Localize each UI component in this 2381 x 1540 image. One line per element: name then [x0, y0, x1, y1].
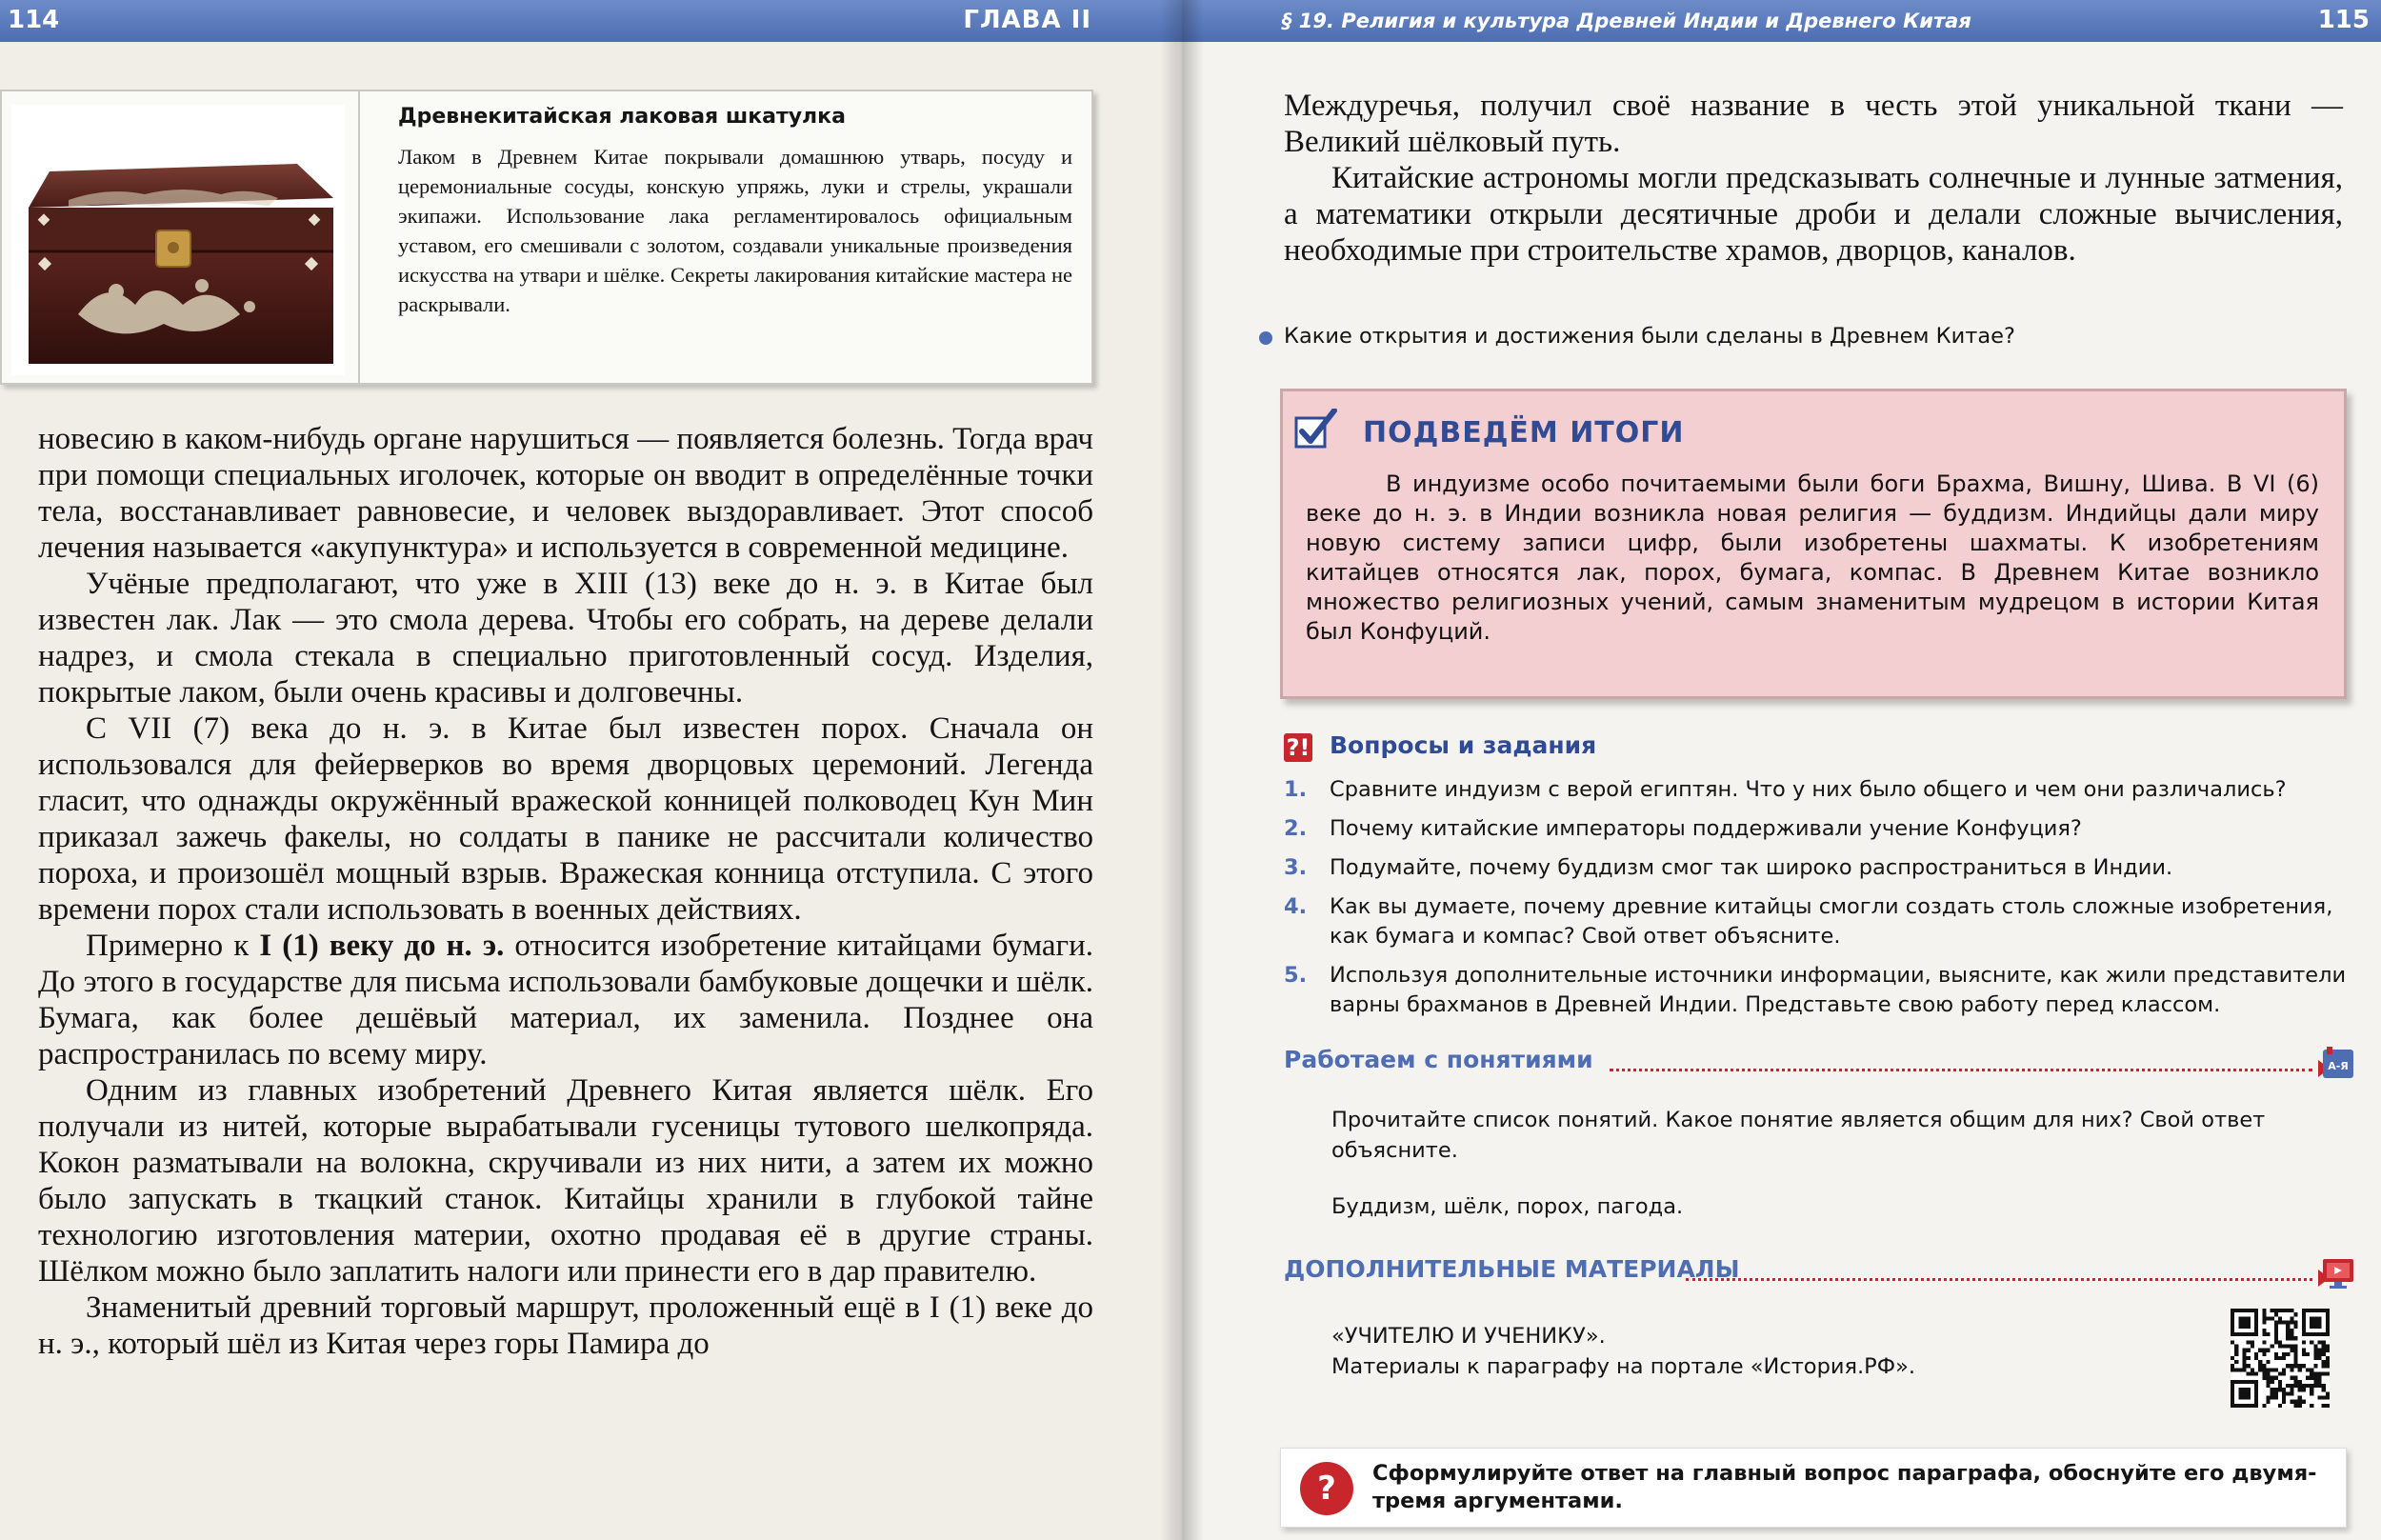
paragraph-rest: относится изобретение китайцами бумаги. До этого в государстве для письма использовали бамбуковые дощечки и шёлк. Бумага, как более дешёвый материал, их заменила. Позднее она распространилась по всему миру.	[38, 929, 1093, 1071]
main-question-text: Сформулируйте ответ на главный вопрос параграфа, обоснуйте его двумя-тремя аргументами.	[1372, 1461, 2317, 1513]
dotted-leader	[1686, 1278, 2312, 1281]
question-mark-icon: ?	[1300, 1462, 1353, 1515]
paragraph: Знаменитый древний торговый маршрут, проложенный ещё в I (1) веке до н. э., который шёл из Китая через горы Памира до	[38, 1290, 1093, 1361]
paragraph: С VII (7) века до н. э. в Китае был известен порох. Сначала он использовался для фейерверков во время дворцовых церемоний. Легенда гласит, что однажды окружённый вражеской конницей полководец Кун Мин приказал зажечь факелы, но солдаты в панике не рассчитали количество пороха, и произошёл мощный взрыв. Вражеская конница отступила. С этого времени порох стали использовать в военных действиях.	[38, 711, 1093, 927]
main-question-box	[1280, 1448, 2347, 1528]
review-question-text: Какие открытия и достижения были сделаны в Древнем Китае?	[1284, 324, 2015, 349]
right-body-text	[1284, 88, 2343, 269]
question-number: 2.	[1284, 816, 1308, 841]
right-page-number: 115	[2317, 6, 2370, 34]
dictionary-icon	[2321, 1046, 2355, 1080]
paragraph: Одним из главных изобретений Древнего Китая является шёлк. Его получали из нитей, которые вырабатывали гусеницы тутового шелкопряда. Кокон разматывали на волокна, скручивали из них нити, а затем их можно было запускать в ткацкий станок. Китайцы хранили в глубокой тайне технологию изготовления материи, охотно продавая её в другие страны. Шёлком можно было заплатить налоги или принести его в дар правителю.	[38, 1073, 1093, 1289]
paragraph: новесию в каком-нибудь органе нарушиться — появляется болезнь. Тогда врач при помощи специальных иголочек, которые он вводит в определённые точки тела, восстанавливает равновесие, и человек выздоравливает. Этот способ лечения называется «акупунктура» и используется в современной медицине.	[38, 422, 1093, 565]
paragraph	[38, 928, 1093, 1072]
figure-caption-text: Лаком в Древнем Китае покрывали домашнюю утварь, посуду и церемониальные сосуды, конскую упряжь, луки и стрелы, украшали экипажи. Использование лака регламентировалось официальным уставом, его смешивали с золотом, создавали уникальные произведения искусства на утвари и шёлке. Секреты лакирования китайские мастера не раскрывали.	[398, 145, 1072, 316]
left-page	[0, 0, 1177, 1540]
question-item	[1284, 853, 2360, 883]
concepts-header	[1284, 1046, 2355, 1084]
question-text: Как вы думаете, почему древние китайцы смогли создать столь сложные изобретения, как бумага и компас? Свой ответ объясните.	[1330, 894, 2333, 949]
question-number: 1.	[1284, 777, 1308, 802]
dictionary-icon-label: А-Я	[2328, 1060, 2349, 1072]
extra-materials-title: ДОПОЛНИТЕЛЬНЫЕ МАТЕРИАЛЫ	[1284, 1255, 1740, 1283]
date-highlight: I (1) веку до н. э.	[259, 929, 505, 963]
qr-code[interactable]	[2231, 1309, 2330, 1408]
concepts-words: Буддизм, шёлк, порох, пагода.	[1331, 1194, 1684, 1219]
review-question	[1284, 324, 2351, 349]
figure-box	[0, 90, 1093, 385]
section-title: § 19. Религия и культура Древней Индии и Древнего Китая	[1282, 10, 1971, 32]
extra-resource-title: «УЧИТЕЛЮ И УЧЕНИКУ».	[1331, 1324, 1606, 1349]
paragraph: Учёные предполагают, что уже в XIII (13) веке до н. э. в Китае был известен лак. Лак — это смола дерева. Чтобы его собрать, на дереве делали надрез, и смола стекала в специально приготовленный сосуд. Изделия, покрытые лаком, были очень красивы и долговечны.	[38, 567, 1093, 710]
summary-box	[1280, 389, 2347, 699]
dotted-leader	[1610, 1069, 2312, 1071]
paragraph-lead: Примерно к	[86, 929, 260, 963]
left-page-number: 114	[8, 6, 60, 34]
question-number: 3.	[1284, 855, 1308, 880]
question-item	[1284, 961, 2360, 1020]
paragraph: Китайские астрономы могли предсказывать солнечные и лунные затмения, а математики открыли десятичные дроби и делали сложные вычисления, необходимые при строительстве храмов, дворцов, каналов.	[1284, 161, 2343, 268]
question-item	[1284, 775, 2360, 805]
right-page	[1177, 0, 2381, 1540]
question-item	[1284, 892, 2360, 951]
figure-title: Древнекитайская лаковая шкатулка	[398, 105, 846, 129]
question-item	[1284, 814, 2360, 844]
question-text: Почему китайские императоры поддерживали учение Конфуция?	[1330, 816, 2082, 841]
figure-caption	[358, 91, 1091, 383]
questions-title: Вопросы и задания	[1330, 731, 1597, 759]
question-number: 4.	[1284, 894, 1308, 919]
question-text: Используя дополнительные источники информации, выясните, как жили представители варны брахманов в Древней Индии. Представьте свою работу перед классом.	[1330, 963, 2347, 1017]
chapter-title: ГЛАВА II	[963, 6, 1091, 34]
lacquer-box-photo	[11, 105, 345, 375]
summary-title: ПОДВЕДЁМ ИТОГИ	[1363, 416, 1685, 450]
paragraph: Междуречья, получил своё название в честь этой уникальной ткани — Великий шёлковый путь.	[1284, 89, 2343, 159]
question-number: 5.	[1284, 963, 1308, 988]
concepts-task: Прочитайте список понятий. Какое понятие является общим для них? Свой ответ объясните.	[1331, 1108, 2266, 1163]
right-page-header	[1177, 0, 2381, 42]
concepts-title: Работаем с понятиями	[1284, 1046, 1593, 1073]
summary-text	[1306, 470, 2319, 647]
question-text: Сравните индуизм с верой египтян. Что у них было общего и чем они различались?	[1330, 777, 2287, 802]
monitor-icon	[2321, 1255, 2355, 1290]
left-body-text	[38, 421, 1093, 1362]
extra-materials-header	[1284, 1255, 2355, 1293]
questions-list	[1284, 775, 2360, 1030]
checkmark-icon	[1294, 409, 1338, 449]
summary-paragraph: В индуизме особо почитаемыми были боги Брахма, Вишну, Шива. В VI (6) веке до н. э. в Индии возникла новая религия — буддизм. Индийцы дали миру новую систему записи цифр, были изобретены шахматы. К изобретениям китайцев относятся лак, порох, бумага, компас. В Древнем Китае возникло множество религиозных учений, самым знаменитым мудрецом в истории Китая был Конфуций.	[1306, 470, 2319, 645]
question-text: Подумайте, почему буддизм смог так широко распространиться в Индии.	[1330, 855, 2173, 880]
questions-icon: ?!	[1284, 733, 1312, 762]
bullet-icon	[1259, 331, 1272, 345]
extra-resource-text: Материалы к параграфу на портале «История.РФ».	[1331, 1354, 1916, 1379]
left-page-header	[0, 0, 1177, 42]
